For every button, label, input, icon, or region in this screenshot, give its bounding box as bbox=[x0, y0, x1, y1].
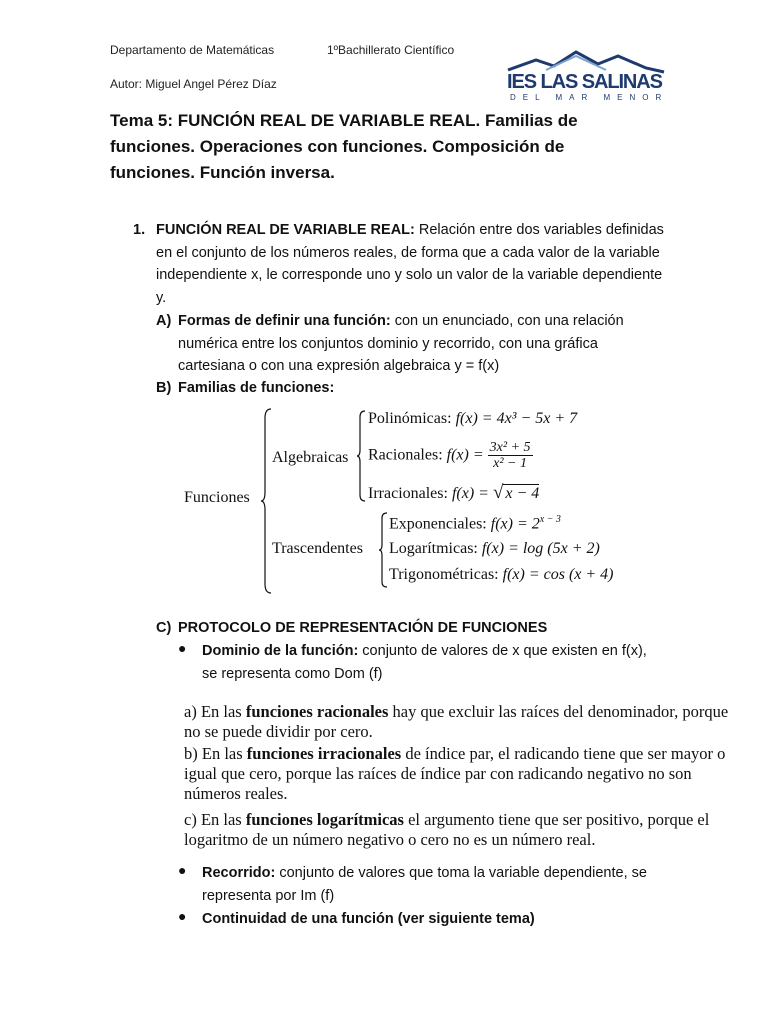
rational-denominator: x² − 1 bbox=[493, 456, 527, 471]
transcendent-brace bbox=[378, 512, 388, 588]
root-brace bbox=[260, 408, 272, 594]
rule-c bbox=[184, 810, 738, 850]
rational-row bbox=[368, 440, 533, 471]
rule-c-bold: funciones logarítmicas bbox=[245, 810, 404, 829]
logo-sub-text: DEL MAR MENOR bbox=[510, 93, 666, 102]
rule-b-bold: funciones irracionales bbox=[246, 744, 402, 763]
irrational-lhs: f(x) = bbox=[451, 485, 489, 502]
section1-paragraph bbox=[156, 219, 666, 309]
rational-numerator: 3x² + 5 bbox=[489, 440, 531, 455]
section1-b-label: B) bbox=[156, 380, 172, 396]
bullet-icon: ● bbox=[178, 640, 187, 656]
rational-fraction bbox=[488, 440, 533, 471]
rule-c-prefix: c) En las bbox=[184, 810, 246, 829]
sqrt-icon: √ bbox=[492, 482, 504, 503]
section1-b-heading: Familias de funciones: bbox=[178, 380, 335, 396]
logarithmic-row bbox=[389, 540, 600, 558]
bullet-icon: ● bbox=[178, 862, 187, 878]
section1-a-label: A) bbox=[156, 313, 172, 329]
logarithmic-label: Logarítmicas: bbox=[389, 540, 478, 557]
exponential-row bbox=[389, 514, 561, 533]
section1-heading: FUNCIÓN REAL DE VARIABLE REAL: bbox=[156, 222, 415, 238]
section1-a-paragraph bbox=[178, 310, 648, 378]
range-text: conjunto de valores que toma la variable dependiente, se representa por Im (f) bbox=[202, 865, 647, 904]
bullet-icon: ● bbox=[178, 908, 187, 924]
exponential-expression: f(x) = 2 bbox=[490, 515, 540, 533]
continuity-bullet bbox=[178, 908, 648, 931]
rule-b-text: de índice par, el radicando tiene que ser mayor o igual que cero, porque las raíces de índice par con radicando negativo no son números reales. bbox=[184, 744, 726, 803]
rule-c-text: el argumento tiene que ser positivo, porque el logaritmo de un número negativo o cero no es un número real. bbox=[184, 810, 710, 849]
root-label: Funciones bbox=[184, 489, 250, 506]
section1-text: Relación entre dos variables definidas en el conjunto de los números reales, de forma que a cada valor de la variable independiente x, le corresponde uno y solo un valor de la variable dependiente y. bbox=[156, 222, 664, 306]
trigonometric-row bbox=[389, 566, 614, 584]
rule-a-text: hay que excluir las raíces del denominador, porque no se puede dividir por cero. bbox=[184, 702, 729, 741]
header-author: Autor: Miguel Angel Pérez Díaz bbox=[110, 77, 277, 91]
polynomial-row bbox=[368, 410, 577, 428]
logarithmic-expression: f(x) = log (5x + 2) bbox=[481, 540, 600, 557]
school-logo-graphic bbox=[506, 48, 666, 104]
logo-main-text: IES LAS SALINAS bbox=[507, 71, 663, 93]
rational-lhs: f(x) = bbox=[446, 446, 484, 464]
trigonometric-label: Trigonométricas: bbox=[389, 566, 499, 583]
header-course: 1ºBachillerato Científico bbox=[327, 43, 455, 57]
rule-a bbox=[184, 702, 738, 742]
continuity-text: Continuidad de una función (ver siguiente tema) bbox=[202, 911, 535, 927]
section1-a-heading: Formas de definir una función: bbox=[178, 313, 391, 329]
irrational-row bbox=[368, 482, 539, 504]
exponential-label: Exponenciales: bbox=[389, 515, 487, 533]
domain-text: conjunto de valores de x que existen en f(x), se representa como Dom (f) bbox=[202, 643, 647, 682]
section1-a-text: con un enunciado, con una relación numérica entre los conjuntos dominio y recorrido, con una gráfica cartesiana o con una expresión algebraica y = f(x) bbox=[178, 313, 624, 374]
rule-b-prefix: b) En las bbox=[184, 744, 247, 763]
trigonometric-expression: f(x) = cos (x + 4) bbox=[502, 566, 614, 583]
polynomial-label: Polinómicas: bbox=[368, 410, 452, 427]
rational-label: Racionales: bbox=[368, 446, 443, 464]
range-paragraph bbox=[202, 862, 648, 907]
rule-a-bold: funciones racionales bbox=[245, 702, 389, 721]
algebraic-brace bbox=[356, 410, 366, 502]
sectionC-label: C) bbox=[156, 620, 172, 636]
domain-heading: Dominio de la función: bbox=[202, 643, 359, 659]
function-families-diagram bbox=[180, 402, 650, 602]
domain-paragraph bbox=[202, 640, 648, 685]
school-logo bbox=[506, 48, 666, 104]
irrational-radicand: x − 4 bbox=[505, 485, 540, 502]
range-heading: Recorrido: bbox=[202, 865, 276, 881]
range-bullet bbox=[178, 862, 648, 907]
rule-b bbox=[184, 744, 738, 804]
section1-number: 1. bbox=[133, 222, 146, 238]
sectionC-heading: PROTOCOLO DE REPRESENTACIÓN DE FUNCIONES bbox=[178, 620, 548, 636]
exponential-exponent: x − 3 bbox=[539, 514, 561, 525]
header-department: Departamento de Matemáticas bbox=[110, 43, 275, 57]
irrational-label: Irracionales: bbox=[368, 485, 448, 502]
rule-a-prefix: a) En las bbox=[184, 702, 246, 721]
domain-bullet bbox=[178, 640, 648, 685]
transcendent-label: Trascendentes bbox=[272, 540, 363, 557]
polynomial-expression: f(x) = 4x³ − 5x + 7 bbox=[455, 410, 578, 427]
page-title: Tema 5: FUNCIÓN REAL DE VARIABLE REAL. Familias de funciones. Operaciones con funciones. Composición de funciones. Función inversa. bbox=[110, 111, 578, 182]
algebraic-label: Algebraicas bbox=[272, 449, 349, 466]
